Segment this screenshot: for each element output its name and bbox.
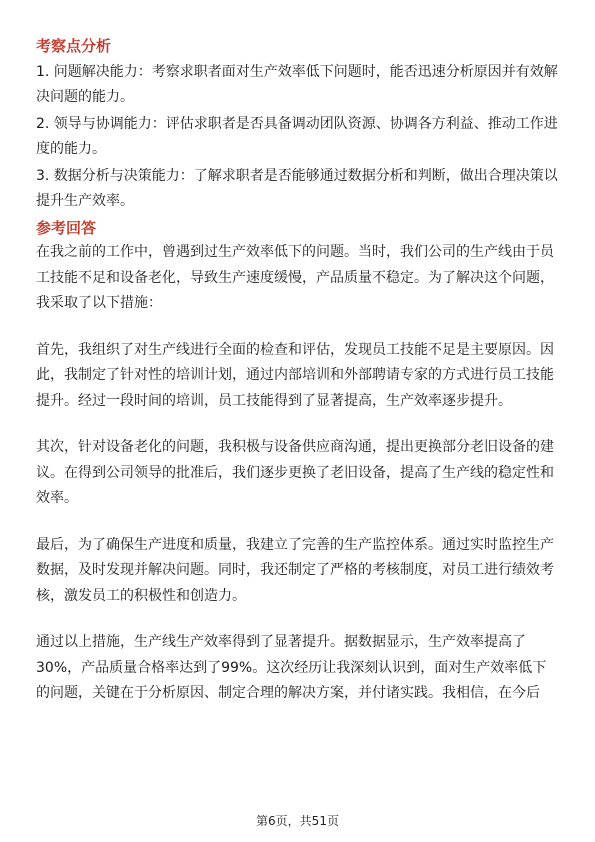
answer-paragraph: 通过以上措施，生产线生产效率得到了显著提升。据数据显示，生产效率提高了30%，产品质量合格率达到了99%。这次经历让我深刻认识到，面对生产效率低下的问题，关键在于分析原因、制定合理的解决方案，并付诸实践。我相信，在今后 [36,634,547,701]
answer-paragraph: 最后，为了确保生产进度和质量，我建立了完善的生产监控体系。通过实时监控生产数据，及时发现并解决问题。同时，我还制定了严格的考核制度，对员工进行绩效考核，激发员工的积极性和创造力。 [36,536,554,604]
answer-paragraph: 在我之前的工作中，曾遇到过生产效率低下的问题。当时，我们公司的生产线由于员工技能不足和设备老化，导致生产速度缓慢，产品质量不稳定。为了解决这个问题，我采取了以下措施： [36,244,554,311]
answer-heading: 参考回答 [36,219,97,237]
analysis-point: 3. 数据分析与决策能力：了解求职者是否能够通过数据分析和判断，做出合理决策以提升生产效率。 [36,168,558,209]
analysis-heading: 考察点分析 [36,37,112,55]
answer-body [36,240,558,707]
analysis-point: 2. 领导与协调能力：评估求职者是否具备调动团队资源、协调各方利益、推动工作进度的能力。 [36,116,558,157]
answer-paragraph: 首先，我组织了对生产线进行全面的检查和评估，发现员工技能不足是主要原因。因此，我制定了针对性的培训计划，通过内部培训和外部聘请专家的方式进行员工技能提升。经过一段时间的培训，员工技能得到了显著提高，生产效率逐步提升。 [36,341,554,409]
analysis-points-list [36,60,558,214]
analysis-point: 1. 问题解决能力：考察求职者面对生产效率低下问题时，能否迅速分析原因并有效解决问题的能力。 [36,64,558,105]
answer-paragraph: 其次，针对设备老化的问题，我积极与设备供应商沟通，提出更换部分老旧设备的建议。在得到公司领导的批准后，我们逐步更换了老旧设备，提高了生产线的稳定性和效率。 [36,439,554,506]
page-content [36,36,558,707]
page-number: 第6页，共51页 [256,814,339,828]
